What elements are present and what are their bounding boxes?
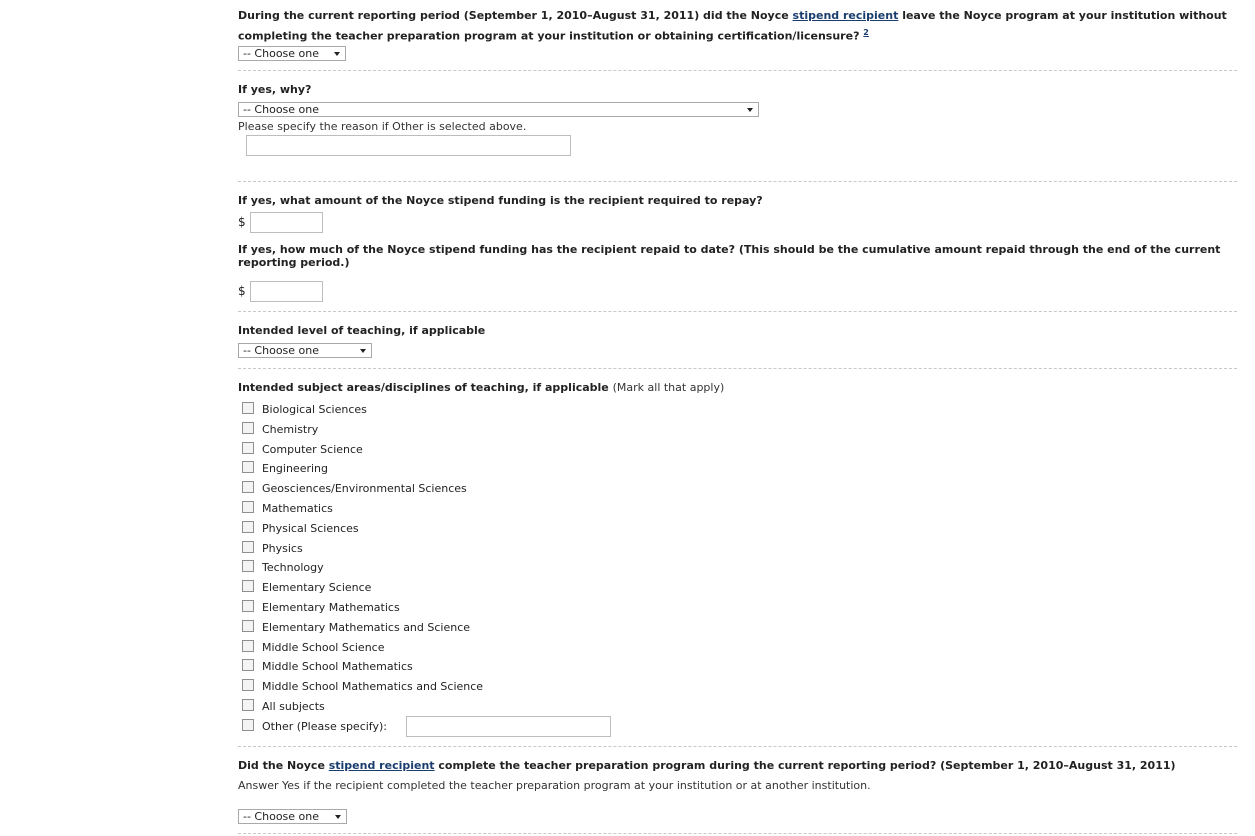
completed-program-question — [238, 757, 1237, 774]
subject-checkbox[interactable] — [242, 402, 254, 414]
question-text: Did the Noyce — [238, 759, 329, 772]
divider — [238, 181, 1237, 182]
dollar-sign: $ — [238, 215, 246, 229]
divider — [238, 833, 1237, 834]
subject-checkbox[interactable] — [242, 600, 254, 612]
subject-checkbox-label: Physical Sciences — [262, 522, 359, 535]
select-value: -- Choose one — [243, 810, 320, 823]
chevron-down-icon — [747, 108, 753, 112]
question-text: During the current reporting period (September 1, 2010–August 31, 2011) did the Noyce — [238, 9, 793, 22]
subject-checkbox-label: Biological Sciences — [262, 403, 367, 416]
subject-checkbox[interactable] — [242, 580, 254, 592]
repay-required-label: If yes, what amount of the Noyce stipend funding is the recipient required to repay? — [238, 194, 763, 207]
subject-checkbox[interactable] — [242, 442, 254, 454]
repaid-to-date-input[interactable] — [250, 281, 323, 302]
repay-required-input[interactable] — [250, 212, 323, 233]
divider — [238, 70, 1237, 71]
why-label: If yes, why? — [238, 83, 312, 96]
subject-checkbox[interactable] — [242, 481, 254, 493]
subject-checkbox[interactable] — [242, 560, 254, 572]
subject-checkbox[interactable] — [242, 541, 254, 553]
dollar-sign: $ — [238, 284, 246, 298]
chevron-down-icon — [334, 52, 340, 56]
subject-checkbox[interactable] — [242, 620, 254, 632]
select-value: -- Choose one — [243, 344, 320, 357]
chevron-down-icon — [360, 349, 366, 353]
subject-checkbox-label: Chemistry — [262, 423, 319, 436]
other-subject-input[interactable] — [406, 716, 611, 737]
completed-program-note: Answer Yes if the recipient completed the teacher preparation program at your institution or at another institution. — [238, 779, 871, 792]
divider — [238, 368, 1237, 369]
subject-areas-text: Intended subject areas/disciplines of teaching, if applicable — [238, 381, 609, 394]
question-text-cont: leave the Noyce program at your institution without completing the teacher preparation program at your institution or obtaining certification/licensure? — [238, 9, 1227, 43]
select-value: -- Choose one — [243, 47, 320, 60]
subject-checkbox-label: Geosciences/Environmental Sciences — [262, 482, 467, 495]
subject-checkbox-label: Middle School Mathematics and Science — [262, 680, 484, 693]
left-program-select[interactable] — [238, 46, 346, 61]
subject-checkbox-label: Middle School Science — [262, 641, 385, 654]
divider — [238, 746, 1237, 747]
chevron-down-icon — [335, 815, 341, 819]
teaching-level-label: Intended level of teaching, if applicable — [238, 324, 486, 337]
subject-checkbox-label: Other (Please specify): — [262, 720, 387, 733]
subject-checkbox-label: Middle School Mathematics — [262, 660, 413, 673]
question-left-program — [238, 7, 1237, 45]
other-reason-input[interactable] — [246, 135, 571, 156]
completed-program-select[interactable] — [238, 809, 347, 824]
mark-all-hint: (Mark all that apply) — [612, 381, 725, 394]
subject-checkbox[interactable] — [242, 699, 254, 711]
footnote-link[interactable]: 2 — [863, 28, 869, 37]
subject-checkbox-label: Technology — [262, 561, 324, 574]
subject-checkbox[interactable] — [242, 521, 254, 533]
subject-checkbox-label: Elementary Science — [262, 581, 372, 594]
stipend-recipient-link[interactable]: stipend recipient — [792, 9, 899, 22]
select-value: -- Choose one — [243, 103, 320, 116]
subject-areas-label — [238, 379, 724, 396]
subject-checkbox[interactable] — [242, 461, 254, 473]
specify-reason-label: Please specify the reason if Other is selected above. — [238, 120, 527, 133]
subject-checkbox-label: All subjects — [262, 700, 325, 713]
subject-checkbox[interactable] — [242, 659, 254, 671]
repaid-to-date-label: If yes, how much of the Noyce stipend funding has the recipient repaid to date? (This should be the cumulative amount repaid through the end of the current reporting period.) — [238, 243, 1221, 269]
subject-checkbox[interactable] — [242, 501, 254, 513]
subject-checkbox-label: Computer Science — [262, 443, 363, 456]
teaching-level-select[interactable] — [238, 343, 372, 358]
subject-checkbox-label: Elementary Mathematics — [262, 601, 400, 614]
subject-checkbox-label: Mathematics — [262, 502, 333, 515]
subject-checkbox-label: Engineering — [262, 462, 328, 475]
stipend-recipient-link[interactable]: stipend recipient — [328, 759, 435, 772]
subject-checkbox[interactable] — [242, 679, 254, 691]
subject-checkbox-label: Elementary Mathematics and Science — [262, 621, 471, 634]
why-select[interactable] — [238, 102, 759, 117]
subject-checkbox[interactable] — [242, 719, 254, 731]
subject-checkbox[interactable] — [242, 640, 254, 652]
question-text-cont: complete the teacher preparation program during the current reporting period? (September 1, 2010–August 31, 2011) — [434, 759, 1176, 772]
divider — [238, 311, 1237, 312]
subject-checkbox[interactable] — [242, 422, 254, 434]
subject-checkbox-label: Physics — [262, 542, 303, 555]
